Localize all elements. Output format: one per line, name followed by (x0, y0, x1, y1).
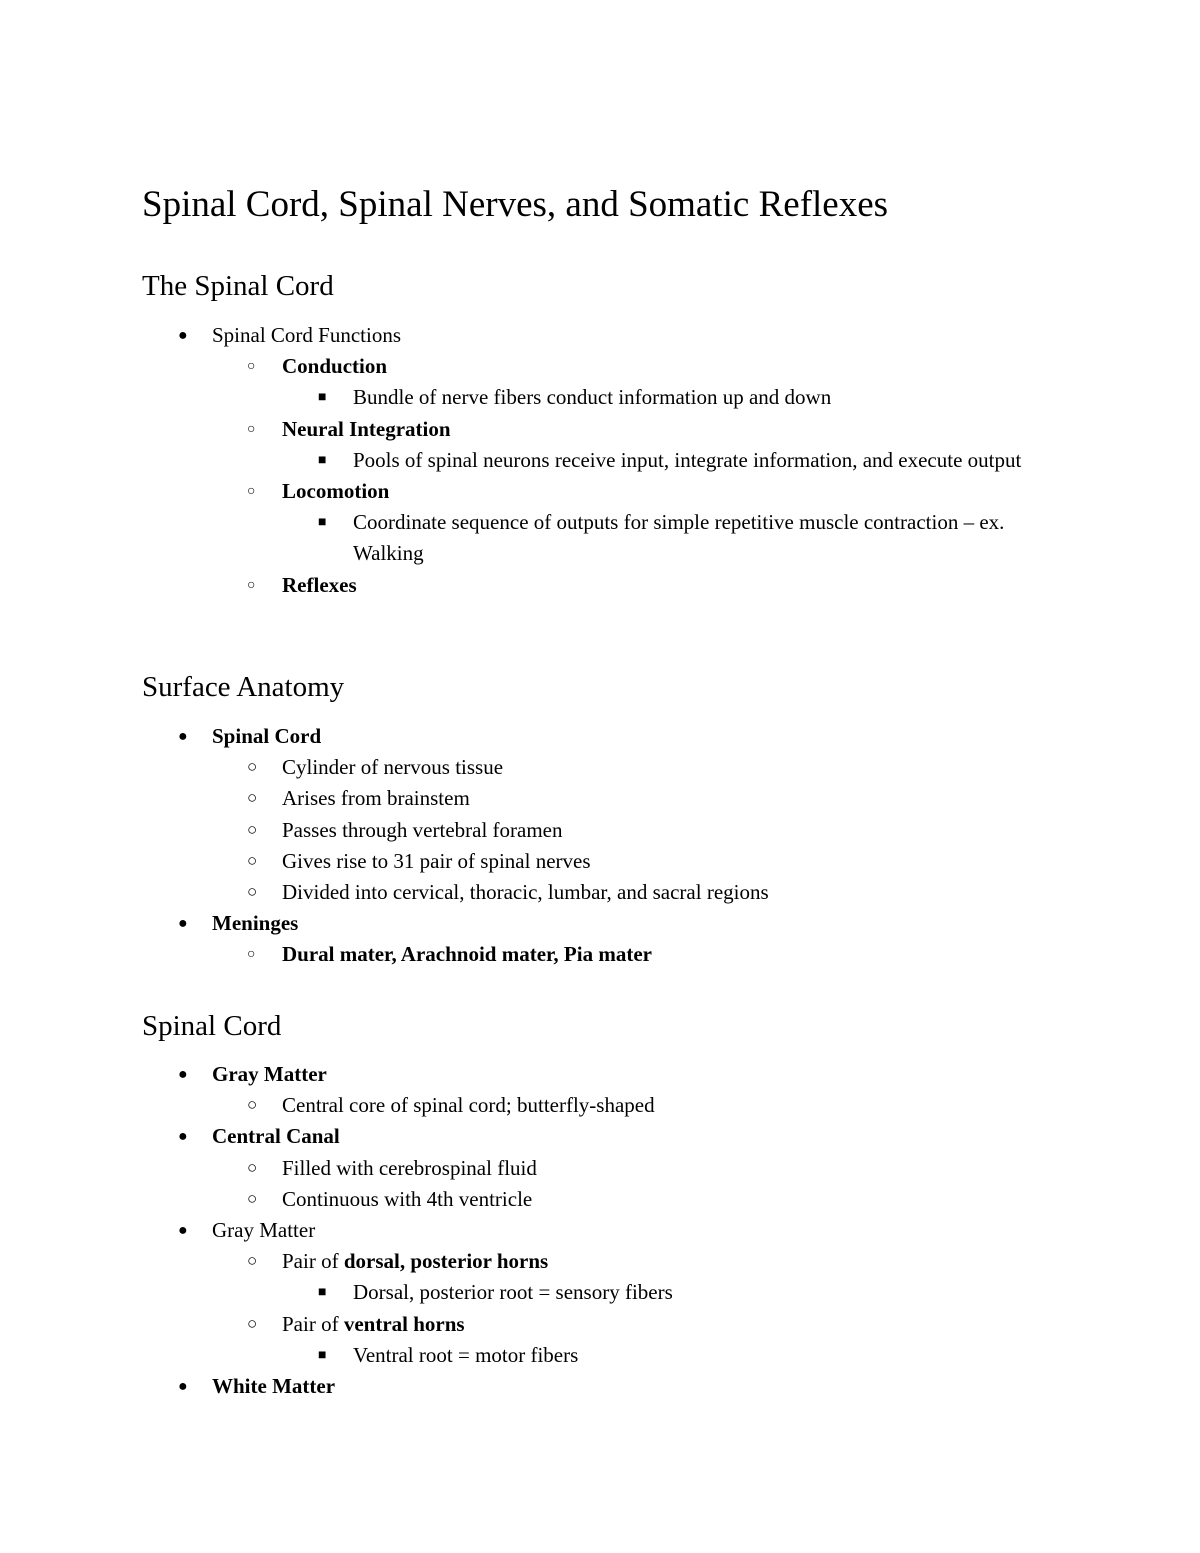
section-heading-spinal-cord: Spinal Cord (142, 1010, 282, 1042)
circle-bullet-icon: ○ (247, 819, 258, 839)
bullet-icon: ● (178, 1066, 188, 1083)
list-item (0, 721, 769, 752)
square-bullet-icon: ■ (318, 1285, 327, 1301)
circle-bullet-icon: ○ (247, 421, 256, 437)
list-item-text: Filled with cerebrospinal fluid (282, 1155, 537, 1180)
square-bullet-icon: ■ (318, 1347, 327, 1363)
list-item (0, 1121, 673, 1152)
list-item-text: Spinal Cord (212, 724, 322, 748)
circle-bullet-icon: ○ (247, 947, 256, 963)
circle-bullet-icon: ○ (247, 850, 258, 870)
list-item (0, 939, 769, 970)
list-item-text: Bundle of nerve fibers conduct information up and down (353, 385, 832, 410)
bullet-icon: ● (178, 915, 188, 933)
square-bullet-icon: ■ (318, 390, 327, 406)
list-item-text-bold: dorsal, posterior horns (343, 1249, 549, 1274)
list-item-text: Reflexes (282, 572, 357, 597)
list-item-text: Gives rise to 31 pair of spinal nerves (282, 848, 591, 873)
list-item (0, 846, 769, 877)
circle-bullet-icon: ○ (247, 577, 256, 593)
list-item (0, 1277, 673, 1308)
bullet-icon: ● (178, 327, 188, 344)
section-list-the-spinal-cord (0, 320, 1053, 601)
circle-bullet-icon: ○ (247, 359, 256, 375)
list-item (0, 1090, 673, 1121)
list-item (0, 1371, 673, 1402)
section-heading-the-spinal-cord: The Spinal Cord (142, 270, 334, 302)
section-list-spinal-cord (0, 1059, 673, 1402)
list-item-text-bold: ventral horns (343, 1311, 465, 1336)
list-item-text: Ventral root = motor fibers (353, 1342, 579, 1367)
list-item (0, 783, 769, 814)
circle-bullet-icon: ○ (247, 1251, 258, 1271)
circle-bullet-icon: ○ (247, 757, 258, 777)
list-item (0, 877, 769, 908)
square-bullet-icon: ■ (318, 515, 327, 531)
list-item (0, 1184, 673, 1215)
list-item-text: Conduction (282, 354, 388, 379)
circle-bullet-icon: ○ (247, 484, 256, 500)
list-item (0, 1246, 673, 1277)
list-item-text: Meninges (212, 911, 299, 936)
list-item (0, 445, 1053, 476)
list-item (0, 1059, 673, 1090)
list-item-text: Neural Integration (282, 416, 451, 441)
list-item (0, 507, 1053, 569)
list-item (0, 1215, 673, 1246)
bullet-icon: ● (178, 1128, 188, 1146)
list-item-text: Divided into cervical, thoracic, lumbar, and sacral regions (282, 880, 769, 905)
list-item-text: Central core of spinal cord; butterfly-shaped (282, 1093, 655, 1118)
section-list-surface-anatomy (0, 721, 769, 971)
bullet-icon: ● (178, 1222, 188, 1240)
list-item-text: Spinal Cord Functions (212, 323, 402, 347)
list-item-text: Coordinate sequence of outputs for simple repetitive muscle contraction – ex. Walking (353, 510, 1005, 566)
circle-bullet-icon: ○ (247, 1188, 258, 1208)
circle-bullet-icon: ○ (247, 1157, 258, 1177)
list-item (0, 1309, 673, 1340)
square-bullet-icon: ■ (318, 452, 327, 468)
list-item (0, 351, 1053, 382)
list-item-text: Dorsal, posterior root = sensory fibers (353, 1280, 673, 1305)
list-item (0, 815, 769, 846)
circle-bullet-icon: ○ (247, 788, 258, 808)
circle-bullet-icon: ○ (247, 1313, 258, 1333)
list-item-text: Arises from brainstem (282, 786, 470, 811)
list-item-text: Gray Matter (212, 1062, 327, 1086)
list-item-text: Continuous with 4th ventricle (282, 1186, 533, 1211)
list-item (0, 382, 1053, 413)
list-item-text: Central Canal (212, 1124, 340, 1149)
list-item-text: Gray Matter (212, 1218, 316, 1243)
list-item-text: Pools of spinal neurons receive input, integrate information, and execute output (353, 447, 1022, 472)
circle-bullet-icon: ○ (247, 1095, 258, 1115)
list-item-text: Passes through vertebral foramen (282, 817, 563, 842)
section-heading-surface-anatomy: Surface Anatomy (142, 671, 345, 703)
circle-bullet-icon: ○ (247, 882, 258, 902)
list-item (0, 570, 1053, 601)
list-item (0, 908, 769, 939)
list-item (0, 414, 1053, 445)
list-item-text: Cylinder of nervous tissue (282, 755, 504, 780)
list-item-text: White Matter (212, 1374, 336, 1399)
bullet-icon: ● (178, 728, 188, 745)
list-item-text-prefix: Pair of (282, 1249, 344, 1274)
list-item (0, 1340, 673, 1371)
list-item-text: Locomotion (282, 479, 390, 504)
list-item-text-prefix: Pair of (282, 1311, 344, 1336)
list-item (0, 476, 1053, 507)
bullet-icon: ● (178, 1378, 188, 1396)
list-item (0, 752, 769, 783)
list-item-text: Dural mater, Arachnoid mater, Pia mater (282, 942, 652, 967)
list-item (0, 1153, 673, 1184)
list-item (0, 320, 1053, 351)
document-title: Spinal Cord, Spinal Nerves, and Somatic Reflexes (142, 184, 889, 225)
